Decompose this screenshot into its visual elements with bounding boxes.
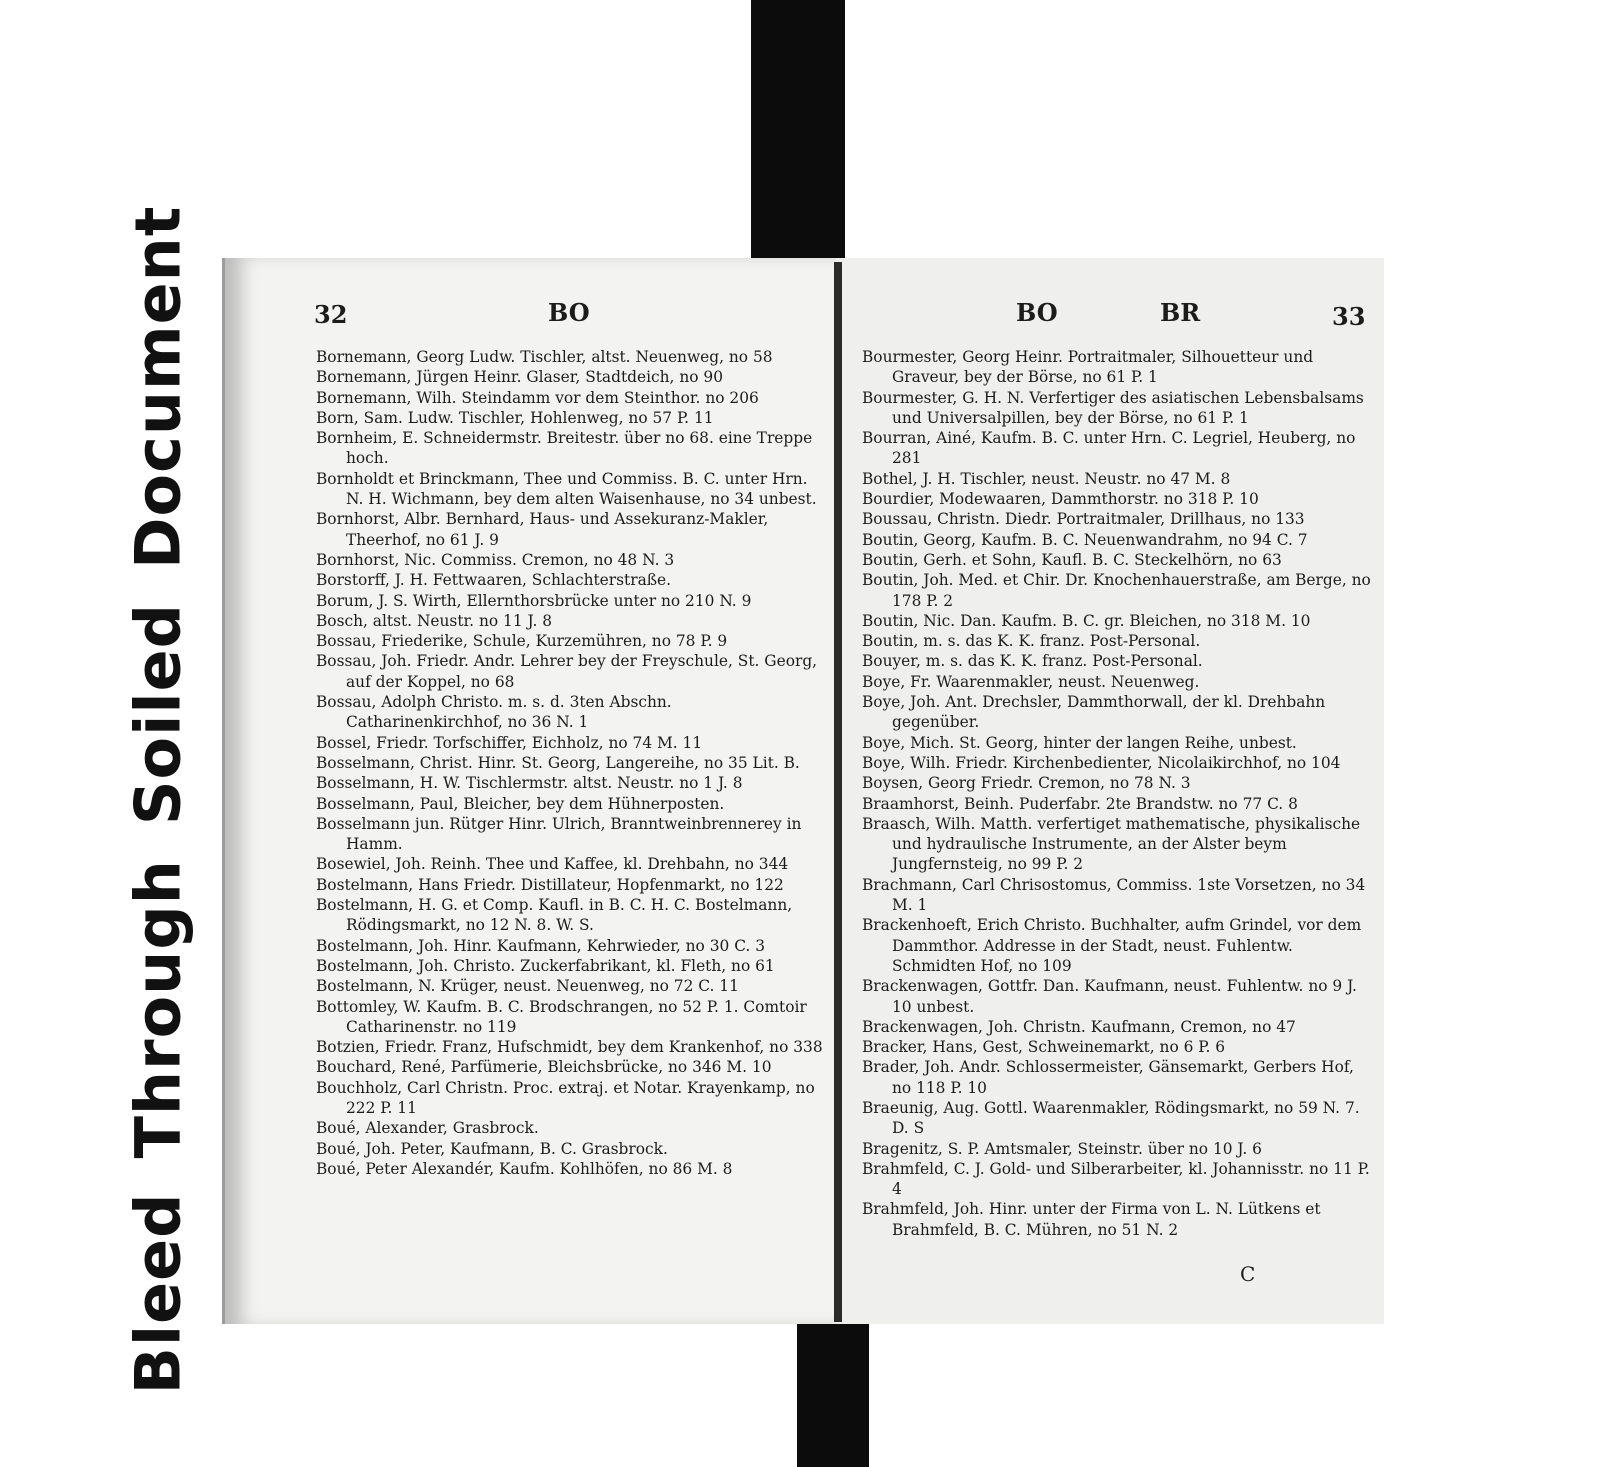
directory-entry: Bornhorst, Albr. Bernhard, Haus- und Assekuranz-Makler, Theerhof, no 61 J. 9 (316, 510, 769, 549)
directory-entry: Borum, J. S. Wirth, Ellernthorsbrücke unter no 210 N. 9 (316, 591, 752, 610)
right-entry-list (862, 347, 1374, 1240)
directory-entry: Boutin, Joh. Med. et Chir. Dr. Knochenhauerstraße, am Berge, no 178 P. 2 (862, 571, 1371, 610)
directory-entry: Boutin, m. s. das K. K. franz. Post-Personal. (862, 632, 1201, 651)
directory-entry: Bornholdt et Brinckmann, Thee und Commiss. B. C. unter Hrn. N. H. Wichmann, bey dem alten Waisenhause, no 34 unbest. (316, 469, 817, 509)
directory-entry: Bornemann, Georg Ludw. Tischler, altst. Neuenweg, no 58 (316, 348, 773, 366)
directory-entry: Boutin, Nic. Dan. Kaufm. B. C. gr. Bleichen, no 318 M. 10 (862, 611, 1311, 630)
directory-entry: Bouchholz, Carl Christn. Proc. extraj. et Notar. Krayenkamp, no 222 P. 11 (316, 1078, 815, 1117)
directory-entry: Bostelmann, Joh. Hinr. Kaufmann, Kehrwieder, no 30 C. 3 (316, 936, 765, 955)
directory-entry: Bosselmann jun. Rütger Hinr. Ulrich, Branntweinbrennerey in Hamm. (316, 814, 802, 854)
directory-entry: Bostelmann, Hans Friedr. Distillateur, Hopfenmarkt, no 122 (316, 875, 784, 894)
directory-entry: Boye, Wilh. Friedr. Kirchenbedienter, Nicolaikirchhof, no 104 (862, 753, 1341, 772)
directory-entry: Brahmfeld, C. J. Gold- und Silberarbeiter, kl. Johannisstr. no 11 P. 4 (862, 1159, 1370, 1199)
directory-entry: Boysen, Georg Friedr. Cremon, no 78 N. 3 (862, 774, 1191, 793)
directory-entry: Bornhorst, Nic. Commiss. Cremon, no 48 N. 3 (316, 550, 675, 569)
directory-entry: Bouyer, m. s. das K. K. franz. Post-Personal. (862, 652, 1203, 671)
binding-strip-bottom (797, 1318, 869, 1467)
directory-entry: Bossau, Friederike, Schule, Kurzemühren, no 78 P. 9 (316, 632, 728, 651)
directory-entry: Bourmester, Georg Heinr. Portraitmaler, Silhouetteur und Graveur, bey der Börse, no 61 P. 1 (862, 348, 1314, 387)
directory-entry: Brackenhoeft, Erich Christo. Buchhalter, aufm Grindel, vor dem Dammthor. Addresse in der Stadt, neust. Fuhlentw. Schmidten Hof, no 109 (862, 916, 1362, 975)
directory-entry: Braasch, Wilh. Matth. verfertiget mathematische, physikalische und hydraulische Instrumente, an der Alster beym Jungfernsteig, no 99 P. 2 (862, 814, 1361, 874)
directory-entry: Born, Sam. Ludw. Tischler, Hohlenweg, no 57 P. 11 (316, 408, 714, 427)
directory-entry: Boussau, Christn. Diedr. Portraitmaler, Drillhaus, no 133 (862, 510, 1305, 529)
directory-entry: Bossau, Adolph Christo. m. s. d. 3ten Abschn. Catharinenkirchhof, no 36 N. 1 (316, 693, 672, 732)
directory-entry: Brackenwagen, Joh. Christn. Kaufmann, Cremon, no 47 (862, 1017, 1296, 1036)
directory-entry: Bouchard, René, Parfümerie, Bleichsbrücke, no 346 M. 10 (316, 1058, 772, 1077)
directory-entry: Bostelmann, Joh. Christo. Zuckerfabrikant, kl. Fleth, no 61 (316, 956, 775, 975)
left-page-number: 32 (314, 300, 348, 329)
directory-entry: Braamhorst, Beinh. Puderfabr. 2te Brandstw. no 77 C. 8 (862, 794, 1298, 813)
directory-entry: Bosselmann, Paul, Bleicher, bey dem Hühnerposten. (316, 794, 725, 813)
directory-entry: Bourdier, Modewaaren, Dammthorstr. no 318 P. 10 (862, 490, 1259, 509)
directory-entry: Bracker, Hans, Gest, Schweinemarkt, no 6 P. 6 (862, 1038, 1226, 1057)
directory-entry: Bossel, Friedr. Torfschiffer, Eichholz, no 74 M. 11 (316, 733, 703, 752)
directory-entry: Bossau, Joh. Friedr. Andr. Lehrer bey der Freyschule, St. Georg, auf der Koppel, no 68 (316, 652, 818, 691)
directory-entry: Bornemann, Wilh. Steindamm vor dem Steinthor. no 206 (316, 388, 759, 407)
directory-entry: Boutin, Gerh. et Sohn, Kaufl. B. C. Steckelhörn, no 63 (862, 550, 1282, 569)
stamp-label: BleedThroughSoiledDocument (121, 205, 195, 1395)
directory-entry: Bourran, Ainé, Kaufm. B. C. unter Hrn. C. Legriel, Heuberg, no 281 (862, 429, 1356, 468)
directory-entry: Bornheim, E. Schneidermstr. Breitestr. über no 68. eine Treppe hoch. (316, 429, 813, 468)
right-running-head-br: BR (1160, 298, 1201, 327)
directory-entry: Boye, Joh. Ant. Drechsler, Dammthorwall, der kl. Drehbahn gegenüber. (862, 693, 1326, 732)
directory-entry: Boué, Peter Alexandér, Kaufm. Kohlhöfen, no 86 M. 8 (316, 1159, 733, 1178)
directory-entry: Bosselmann, Christ. Hinr. St. Georg, Langereihe, no 35 Lit. B. (316, 753, 800, 772)
directory-entry: Boye, Fr. Waarenmakler, neust. Neuenweg. (862, 672, 1200, 691)
directory-entry: Bosch, altst. Neustr. no 11 J. 8 (316, 611, 553, 630)
directory-entry: Bostelmann, N. Krüger, neust. Neuenweg, no 72 C. 11 (316, 977, 739, 996)
directory-entry: Botzien, Friedr. Franz, Hufschmidt, bey dem Krankenhof, no 338 (316, 1038, 823, 1057)
directory-entry: Brachmann, Carl Chrisostomus, Commiss. 1ste Vorsetzen, no 34 M. 1 (862, 875, 1366, 915)
directory-entry: Brackenwagen, Gottfr. Dan. Kaufmann, neust. Fuhlentw. no 9 J. 10 unbest. (862, 977, 1357, 1016)
directory-entry: Bothel, J. H. Tischler, neust. Neustr. no 47 M. 8 (862, 469, 1231, 488)
directory-entry: Braeunig, Aug. Gottl. Waarenmakler, Rödingsmarkt, no 59 N. 7. D. S (862, 1098, 1360, 1138)
directory-entry: Bourmester, G. H. N. Verfertiger des asiatischen Lebensbalsams und Universalpillen, bey der Börse, no 61 P. 1 (862, 388, 1364, 427)
directory-entry: Bosselmann, H. W. Tischlermstr. altst. Neustr. no 1 J. 8 (316, 774, 743, 793)
left-running-head: BO (548, 298, 590, 327)
directory-entry: Bottomley, W. Kaufm. B. C. Brodschrangen, no 52 P. 1. Comtoir Catharinenstr. no 119 (316, 997, 807, 1036)
directory-entry: Boye, Mich. St. Georg, hinter der langen Reihe, unbest. (862, 733, 1297, 752)
directory-entry: Boué, Alexander, Grasbrock. (316, 1119, 539, 1138)
directory-entry: Boutin, Georg, Kaufm. B. C. Neuenwandrahm, no 94 C. 7 (862, 530, 1308, 549)
catchword: C (1240, 1262, 1256, 1286)
left-entry-list (316, 347, 824, 1179)
right-running-head-bo: BO (1016, 298, 1058, 327)
binding-strip-top (751, 0, 845, 264)
directory-entry: Borstorff, J. H. Fettwaaren, Schlachterstraße. (316, 571, 672, 590)
directory-entry: Bosewiel, Joh. Reinh. Thee und Kaffee, kl. Drehbahn, no 344 (316, 855, 789, 874)
directory-entry: Bornemann, Jürgen Heinr. Glaser, Stadtdeich, no 90 (316, 368, 723, 387)
page-gutter (834, 262, 842, 1322)
directory-entry: Brahmfeld, Joh. Hinr. unter der Firma von L. N. Lütkens et Brahmfeld, B. C. Mühren, no 51 N. 2 (862, 1200, 1321, 1239)
right-page-number: 33 (1332, 302, 1366, 331)
directory-entry: Boué, Joh. Peter, Kaufmann, B. C. Grasbrock. (316, 1139, 668, 1158)
directory-entry: Bragenitz, S. P. Amtsmaler, Steinstr. über no 10 J. 6 (862, 1139, 1262, 1158)
directory-entry: Bostelmann, H. G. et Comp. Kaufl. in B. C. H. C. Bostelmann, Rödingsmarkt, no 12 N. 8. W. S. (316, 896, 793, 935)
directory-entry: Brader, Joh. Andr. Schlossermeister, Gänsemarkt, Gerbers Hof, no 118 P. 10 (862, 1058, 1354, 1097)
